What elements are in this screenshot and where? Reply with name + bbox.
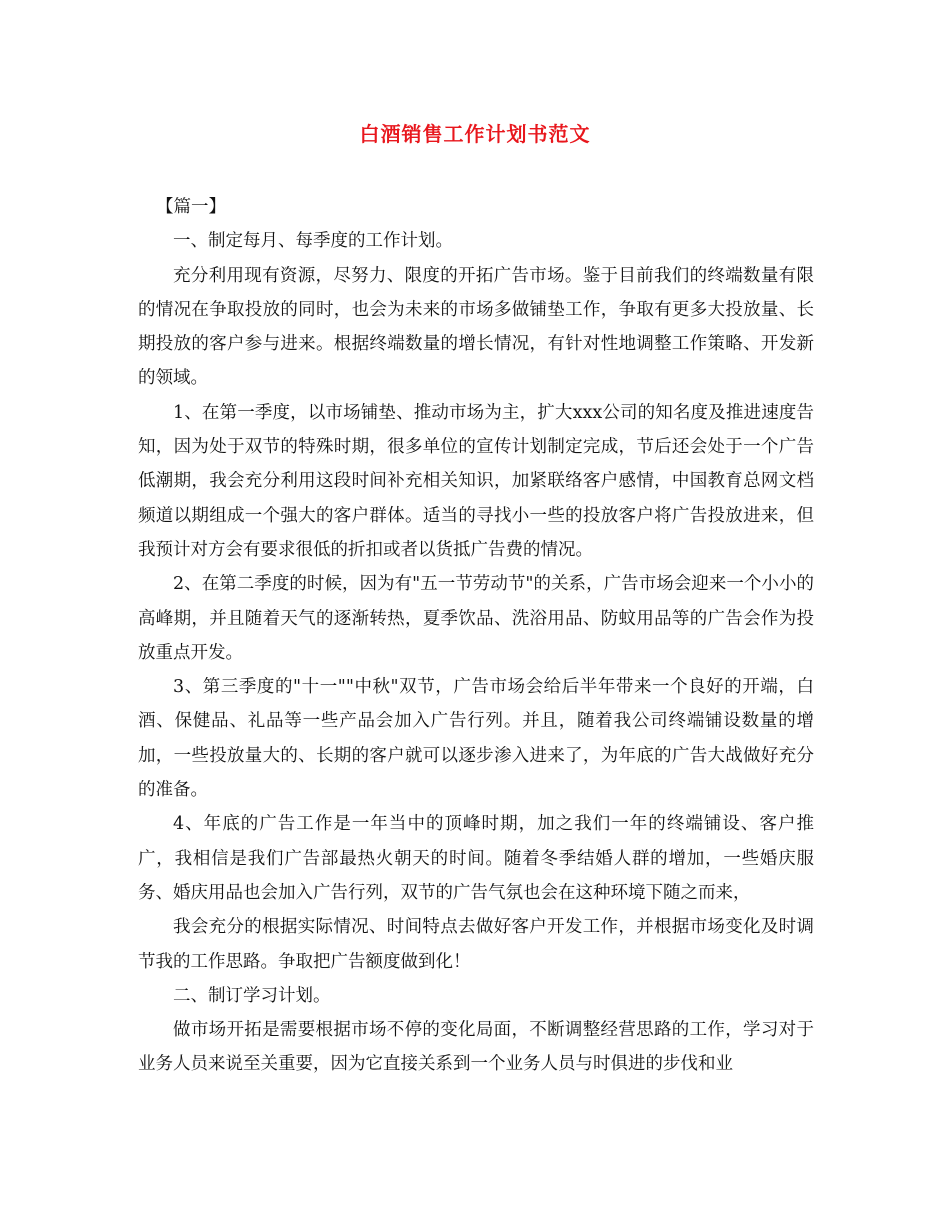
document-body xyxy=(138,190,814,1082)
paragraph-q1: 1、在第一季度，以市场铺垫、推动市场为主，扩大xxx公司的知名度及推进速度告知，因为处于双节的特殊时期，很多单位的宣传计划制定完成，节后还会处于一个广告低潮期，我会充分利用这段时间补充相关知识，加紧联络客户感情，中国教育总网文档频道以期组成一个强大的客户群体。适当的寻找小一些的投放客户将广告投放进来，但我预计对方会有要求很低的折扣或者以货抵广告费的情况。 xyxy=(138,402,814,560)
paragraph-q3: 3、第三季度的"十一""中秋"双节，广告市场会给后半年带来一个良好的开端，白酒、保健品、礼品等一些产品会加入广告行列。并且，随着我公司终端铺设数量的增加，一些投放量大的、长期的客户就可以逐步渗入进来了，为年底的广告大战做好充分的准备。 xyxy=(138,677,814,801)
section-tag: 【篇一】 xyxy=(156,197,226,217)
heading-monthly-plan: 一、制定每月、每季度的工作计划。 xyxy=(173,231,453,252)
document-title: 白酒销售工作计划书范文 xyxy=(359,122,591,146)
paragraph-q2: 2、在第二季度的时候，因为有"五一节劳动节"的关系，广告市场会迎来一个小小的高峰期，并且随着天气的逐渐转热，夏季饮品、洗浴用品、防蚊用品等的广告会作为投放重点开发。 xyxy=(138,574,814,663)
paragraph-intro: 充分利用现有资源，尽努力、限度的开拓广告市场。鉴于目前我们的终端数量有限的情况在争取投放的同时，也会为未来的市场多做铺垫工作，争取有更多大投放量、长期投放的客户参与进来。根据终端数量的增长情况，有针对性地调整工作策略、开发新的领域。 xyxy=(138,265,814,389)
paragraph-study: 做市场开拓是需要根据市场不停的变化局面，不断调整经营思路的工作，学习对于业务人员来说至关重要，因为它直接关系到一个业务人员与时俱进的步伐和业 xyxy=(138,1020,814,1075)
paragraph-summary: 我会充分的根据实际情况、时间特点去做好客户开发工作，并根据市场变化及时调节我的工作思路。争取把广告额度做到化！ xyxy=(138,917,814,972)
heading-study-plan: 二、制订学习计划。 xyxy=(173,985,331,1006)
paragraph-q4: 4、年底的广告工作是一年当中的顶峰时期，加之我们一年的终端铺设、客户推广，我相信是我们广告部最热火朝天的时间。随着冬季结婚人群的增加，一些婚庆服务、婚庆用品也会加入广告行列，双节的广告气氛也会在这种环境下随之而来， xyxy=(138,814,814,903)
